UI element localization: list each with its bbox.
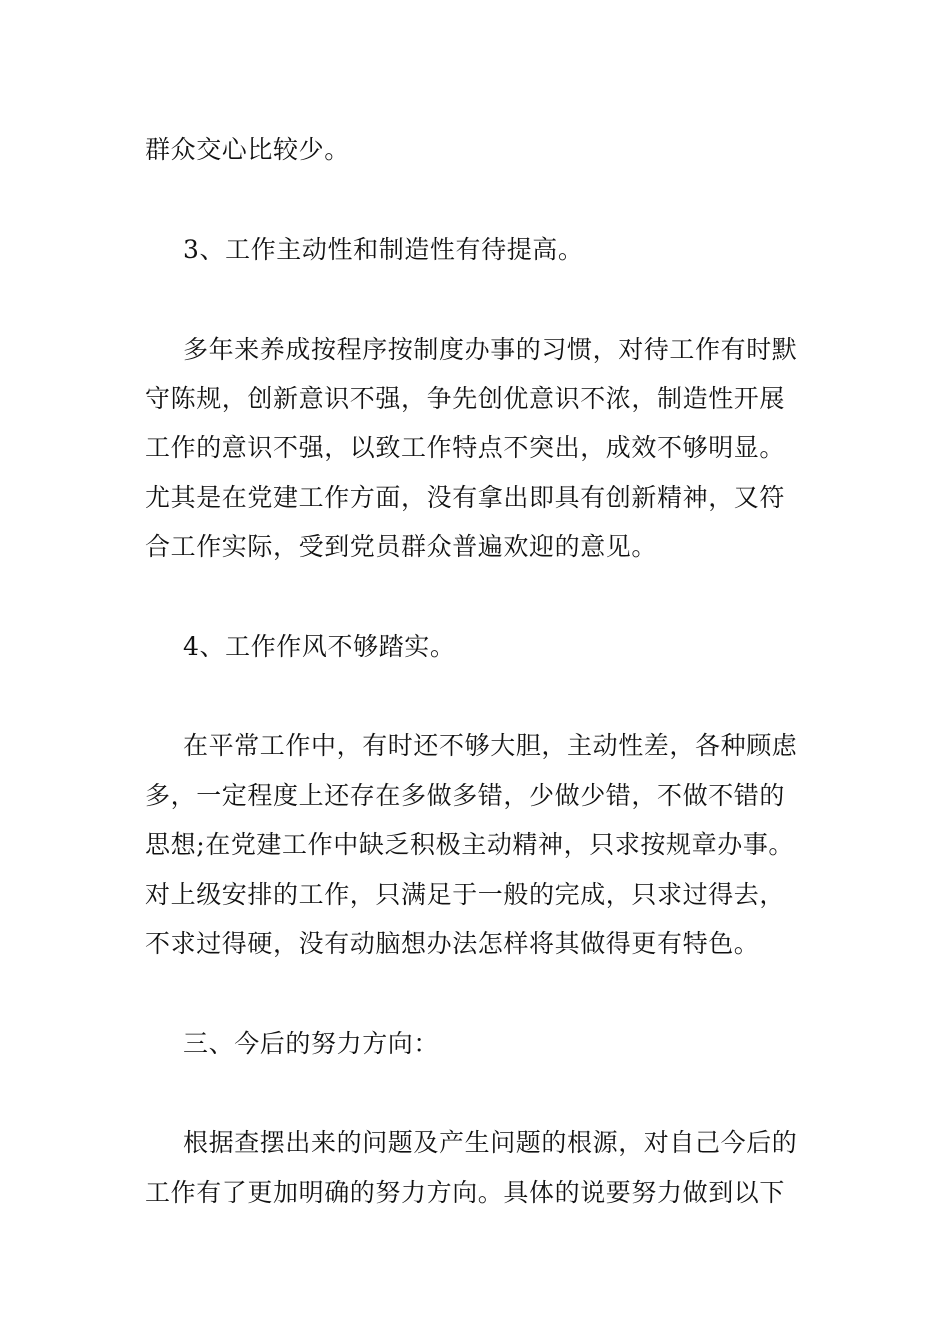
paragraph-line: 工作的意识不强，以致工作特点不突出，成效不够明显。: [145, 433, 786, 462]
paragraph-line: 合工作实际，受到党员群众普遍欢迎的意见。: [145, 532, 658, 561]
paragraph-line: 多，一定程度上还存在多做多错，少做少错，不做不错的: [145, 781, 786, 810]
section-heading: 4、工作作风不够踏实。: [183, 632, 456, 661]
paragraph-line: 在平常工作中，有时还不够大胆，主动性差，各种顾虑: [183, 731, 798, 760]
paragraph-line: 群众交心比较少。: [145, 135, 350, 164]
paragraph-line: 对上级安排的工作，只满足于一般的完成，只求过得去，: [145, 880, 786, 909]
paragraph-line: 尤其是在党建工作方面，没有拿出即具有创新精神，又符: [145, 483, 786, 512]
paragraph-line: 思想;在党建工作中缺乏积极主动精神，只求按规章办事。: [145, 830, 795, 859]
paragraph-line: 根据查摆出来的问题及产生问题的根源，对自己今后的: [183, 1128, 798, 1157]
paragraph-line: 多年来养成按程序按制度办事的习惯，对待工作有时默: [183, 335, 798, 364]
paragraph-line: 不求过得硬，没有动脑想办法怎样将其做得更有特色。: [145, 929, 760, 958]
section-heading: 三、今后的努力方向：: [183, 1029, 440, 1058]
section-heading: 3、工作主动性和制造性有待提高。: [183, 235, 584, 264]
paragraph-line: 守陈规，创新意识不强，争先创优意识不浓，制造性开展: [145, 384, 786, 413]
paragraph-line: 工作有了更加明确的努力方向。具体的说要努力做到以下: [145, 1178, 786, 1207]
